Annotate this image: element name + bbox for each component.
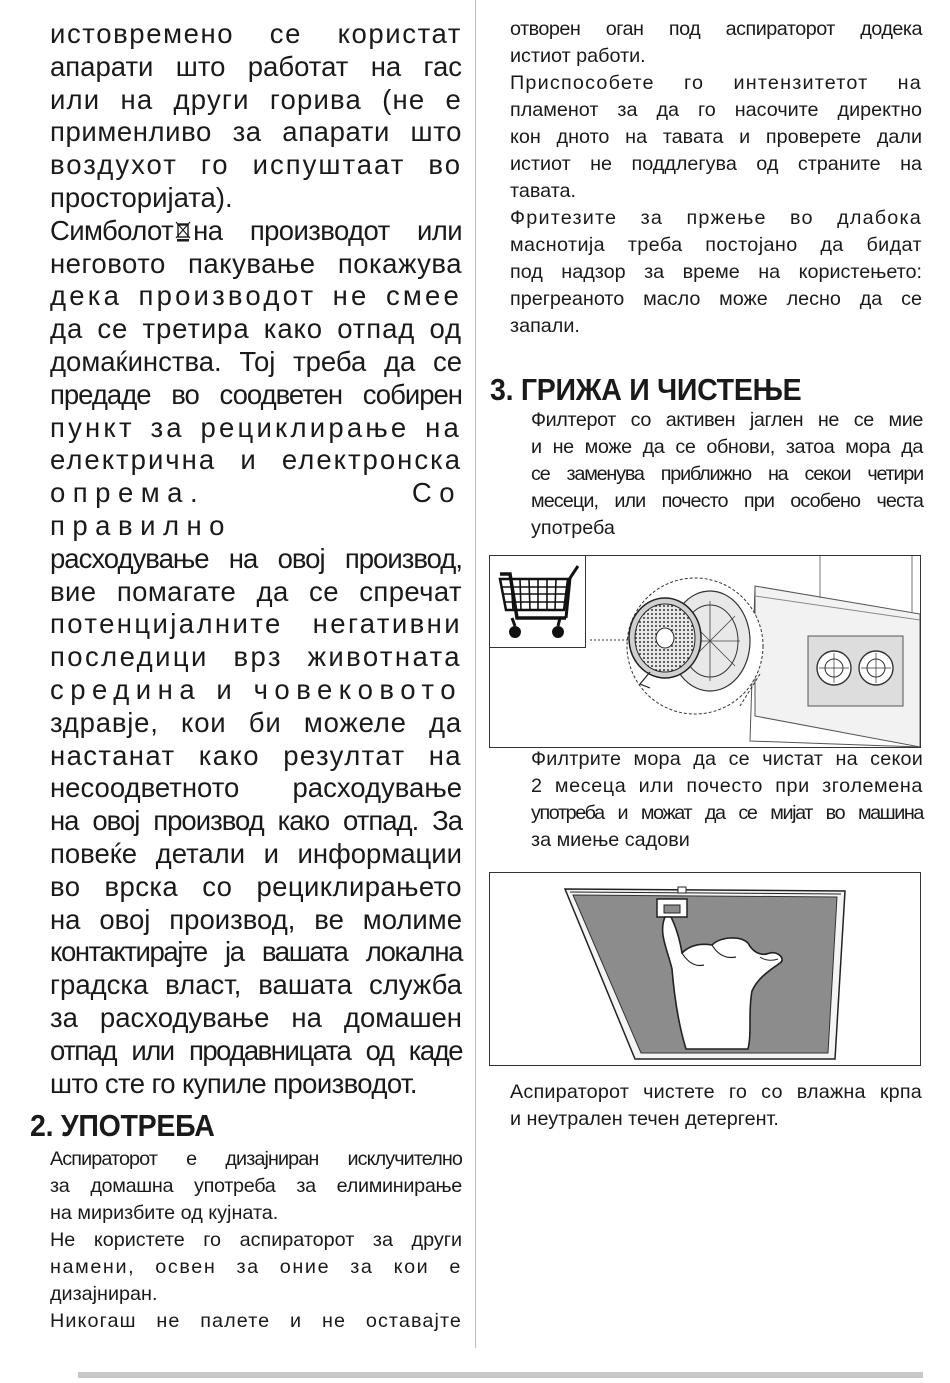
text-line: истиот не поддлегува од страните на (510, 153, 922, 175)
text-line: Не користете го аспираторот за други (50, 1229, 462, 1251)
text-line: на овој производ како отпад. За (50, 805, 462, 837)
weee-line (50, 215, 462, 248)
text-line: за расходување на домашен (50, 1001, 462, 1033)
text-line: што сте го купиле производот. (50, 1067, 417, 1099)
care-paragraph-3 (510, 1079, 922, 1133)
text-line: отворен оган под аспираторот додека (510, 18, 922, 40)
weee-post: на производот или (193, 214, 462, 246)
text-line: средина и човековото (50, 673, 462, 705)
footer-rule (78, 1372, 923, 1378)
text-line: вие помагате да се спречат (50, 575, 462, 607)
text-line: кон дното на тавата и проверете дали (510, 126, 922, 148)
care-paragraph-1 (531, 407, 923, 542)
carbon-filter-figure (489, 555, 921, 748)
text-line: 2 месеца или почесто при зголемена (531, 775, 923, 797)
text-line: или на други горива (не е (50, 83, 462, 115)
text-line: Аспираторот чистете го со влажна крпа (510, 1081, 922, 1103)
text-line: пункт за рециклирање на (50, 411, 462, 443)
text-line: градска власт, вашата служба (50, 969, 462, 1001)
text-line: Аспираторот е дизајниран исклучително (50, 1148, 462, 1170)
text-line: предаде во соодветен собирен (50, 378, 462, 410)
text-line: несоодветното расходување (50, 772, 462, 804)
text-line: дизајниран. (50, 1283, 158, 1305)
grease-filter-figure (489, 872, 921, 1066)
text-line: маснотија треба постојано да бидат (510, 234, 922, 256)
hood-filter-illustration (590, 556, 920, 747)
text-line: пламенот за да го насочите директно (510, 99, 922, 121)
text-line: опрема. Со правилно (50, 477, 462, 541)
text-line: отпад или продавницата од каде (50, 1034, 462, 1066)
text-line: во врска со рециклирањето (50, 870, 462, 902)
text-line: потенцијалните негативни (50, 608, 462, 640)
left-column (50, 18, 462, 1100)
text-line: применливо за апарати што (50, 116, 462, 148)
text-line: за домашна употреба за елиминирање (50, 1175, 462, 1197)
text-line: месеци, или почесто при особено честа (531, 490, 923, 512)
text-line: дека производот не смее (50, 280, 462, 312)
section-heading-use: 2. УПОТРЕБА (30, 1108, 215, 1143)
text-line: да се третира како отпад од (50, 313, 462, 345)
text-line: домаќинства. Тој треба да се (50, 345, 462, 377)
text-line: и не може да се обнови, затоа мора да (531, 436, 923, 458)
text-line: на овој производ, ве молиме (50, 903, 462, 935)
text-line: последици врз животната (50, 641, 462, 673)
text-line: тавата. (510, 180, 577, 202)
text-line: контактирајте ја вашата локална (50, 936, 462, 968)
text-line: истовремено се користат (50, 18, 462, 49)
text-line: прегреаното масло може лесно да се (510, 288, 922, 310)
text-line: на миризбите од кујната. (50, 1202, 279, 1224)
text-line: се заменува приближно на секои четири (531, 463, 923, 485)
text-line: запали. (510, 315, 580, 337)
text-line: апарати што работат на гас (50, 50, 462, 82)
text-line: Никогаш не палете и не оставајте (50, 1310, 462, 1332)
grease-filter-illustration (490, 873, 920, 1065)
text-line: под надзор за време на користењето: (510, 261, 922, 283)
text-line: употреба (531, 517, 615, 539)
crossed-bin-icon (175, 220, 191, 242)
text-line: Филтерот со активен јаглен не се мие (531, 409, 923, 431)
text-line: истиот работи. (510, 45, 646, 67)
text-line: здравје, кои би можеле да (50, 706, 462, 738)
text-line: и неутрален течен детергент. (510, 1108, 779, 1130)
text-line: Филтрите мора да се чистат на секои (531, 748, 923, 770)
text-line: воздухот го испуштаат во (50, 149, 462, 181)
text-line: Фритезите за пржење во длабока (510, 207, 922, 229)
use-paragraphs (50, 1146, 462, 1335)
text-line: електрична и електронска (50, 444, 462, 476)
text-line: неговото пакување покажува (50, 247, 462, 279)
shopping-cart-icon (490, 556, 584, 646)
text-line: просторијата). (50, 181, 233, 213)
cart-box (490, 556, 586, 648)
section-heading-care: 3. ГРИЖА И ЧИСТЕЊЕ (490, 372, 802, 407)
text-line: Приспособете го интензитетот на (510, 72, 922, 94)
care-paragraph-2 (531, 746, 923, 854)
text-line: расходување на овој производ, (50, 542, 462, 574)
weee-pre: Симболот (50, 214, 174, 246)
text-line: настанат како резултат на (50, 739, 462, 771)
right-top-paragraphs (510, 16, 922, 340)
text-line: намени, освен за оние за кои е (50, 1256, 462, 1278)
text-line: употреба и можат да се мијат во машина (531, 802, 923, 824)
text-line: повеќе детали и информации (50, 837, 462, 869)
column-divider (475, 0, 476, 1348)
text-line: за миење садови (531, 829, 690, 851)
